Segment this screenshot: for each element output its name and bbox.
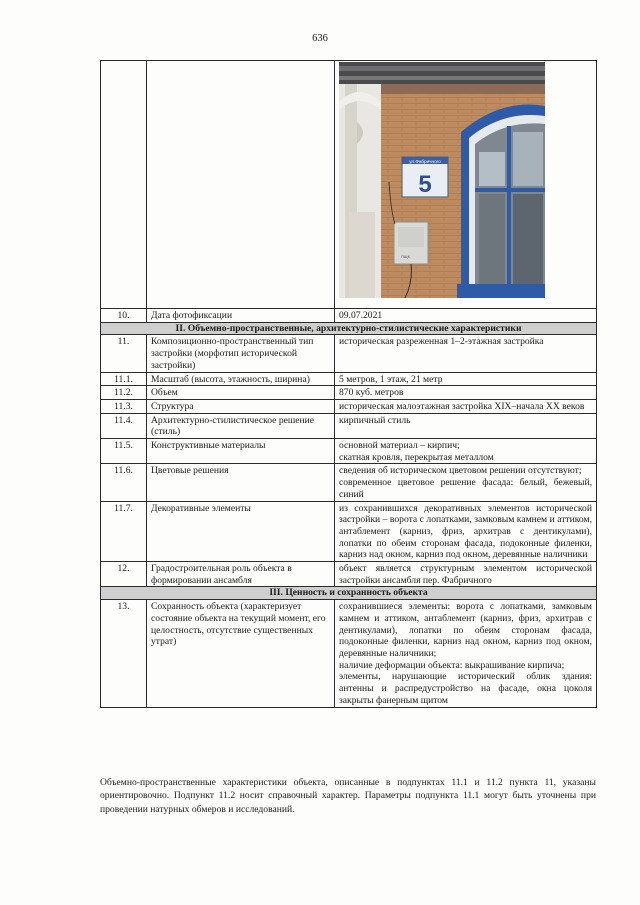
street-sign-text: ул.Фабричного <box>409 158 441 164</box>
table-row <box>101 464 597 501</box>
row-label: Декоративные элементы <box>147 501 335 562</box>
row-number: 11.5. <box>101 439 147 464</box>
value-line: 5 метров, 1 этаж, 21 метр <box>339 373 443 385</box>
table-row <box>101 399 597 413</box>
row-number: 11.3. <box>101 399 147 413</box>
row-value <box>335 439 597 464</box>
value-line: из сохранившихся декоративных элементов исторической застройки – ворота с лопатками, замковым камнем и аттиком, антаблемент (карниз, фриз, архитрав с дентикулами), лопатки по обеим сторонам фасада, подоконные филенки, карниз над окном, карниз под окном, деревянные наличники <box>339 502 592 561</box>
section-header-row <box>101 587 597 600</box>
section-header: III. Ценность и сохранность объекта <box>101 587 597 600</box>
value-line: 09.07.2021 <box>339 310 383 321</box>
value-line: сохранившиеся элементы: ворота с лопатками, замковым камнем и аттиком, антаблемент (карниз, фриз, архитрав с дентикулами), лопатки по обеим сторонам фасада, подоконные филенки, карниз над окном, карниз под окном, деревянные наличники; <box>339 601 592 659</box>
photo-row <box>101 61 597 309</box>
house-number-text: 5 <box>418 171 432 198</box>
table-row <box>101 501 597 562</box>
value-line: историческая разреженная 1–2-этажная застройка <box>339 336 544 348</box>
row-value <box>335 562 597 587</box>
row-label: Архитектурно-стилистическое решение (стиль) <box>147 413 335 438</box>
row-label: Цветовые решения <box>147 464 335 501</box>
table-row <box>101 600 597 707</box>
row-value <box>335 386 597 400</box>
row-number: 11.2. <box>101 386 147 400</box>
value-line: основной материал – кирпич; <box>339 440 460 452</box>
row-label: Дата фотофиксации <box>147 309 335 323</box>
value-line: наличие деформации объекта: выкрашивание кирпича; <box>339 659 565 671</box>
row-label: Масштаб (высота, этажность, ширина) <box>147 372 335 386</box>
row-label: Сохранность объекта (характеризует состояние объекта на текущий момент, его целостность, отсутствие существенных утрат) <box>147 600 335 707</box>
table-row <box>101 562 597 587</box>
table-row <box>101 309 597 323</box>
value-line: современное цветовое решение фасада: белый, бежевый, синий <box>339 477 592 500</box>
row-label: Композиционно-пространственный тип застройки (морфотип исторической застройки) <box>147 335 335 372</box>
row-value <box>335 501 597 562</box>
page-number: 636 <box>312 33 328 44</box>
row-value <box>335 335 597 372</box>
row-label: Структура <box>147 399 335 413</box>
object-passport-table <box>100 60 597 708</box>
photo-row-label-cell <box>147 61 335 309</box>
box-label: ПЩК <box>401 254 410 259</box>
row-value <box>335 399 597 413</box>
row-value <box>335 600 597 707</box>
row-value <box>335 309 597 323</box>
row-number: 12. <box>101 562 147 587</box>
row-number: 13. <box>101 600 147 707</box>
photo-row-num-cell <box>101 61 147 309</box>
row-label: Объем <box>147 386 335 400</box>
row-number: 11.4. <box>101 413 147 438</box>
facade-photo <box>339 62 545 298</box>
value-line: 870 куб. метров <box>339 387 404 399</box>
photo-cell <box>335 61 597 309</box>
row-number: 11.1. <box>101 372 147 386</box>
table-row <box>101 372 597 386</box>
section-header-row <box>101 322 597 335</box>
value-line: элементы, нарушающие исторический облик здания: антенны и распредустройство на фасаде, окна цоколя закрыты фанерным щитом <box>339 671 592 706</box>
row-value <box>335 464 597 501</box>
table-row <box>101 386 597 400</box>
row-number: 11.7. <box>101 501 147 562</box>
footnote: Объемно-пространственные характеристики объекта, описанные в подпунктах 11.1 и 11.2 пункта 11, указаны ориентировочно. Подпункт 11.2 носит справочный характер. Параметры подпункта 11.1 могут быть уточнены при проведении натурных обмеров и исследований. <box>100 777 596 815</box>
section-header: II. Объемно-пространственные, архитектурно-стилистические характеристики <box>101 322 597 335</box>
value-line: кирпичный стиль <box>339 414 411 426</box>
table-row <box>101 413 597 438</box>
row-value <box>335 413 597 438</box>
value-line: скатная кровля, перекрытая металлом <box>339 451 494 463</box>
value-line: сведения об историческом цветовом решении отсутствуют; <box>339 465 582 477</box>
row-value <box>335 372 597 386</box>
table-row <box>101 335 597 372</box>
row-number: 11.6. <box>101 464 147 501</box>
row-label: Градостроительная роль объекта в формировании ансамбля <box>147 562 335 587</box>
row-number: 11. <box>101 335 147 372</box>
value-line: историческая малоэтажная застройка XIX–начала XX веков <box>339 400 585 412</box>
table-row <box>101 439 597 464</box>
value-line: объект является структурным элементом исторической застройки ансамбля пер. Фабричного <box>339 563 592 586</box>
row-label: Конструктивные материалы <box>147 439 335 464</box>
row-number: 10. <box>101 309 147 323</box>
